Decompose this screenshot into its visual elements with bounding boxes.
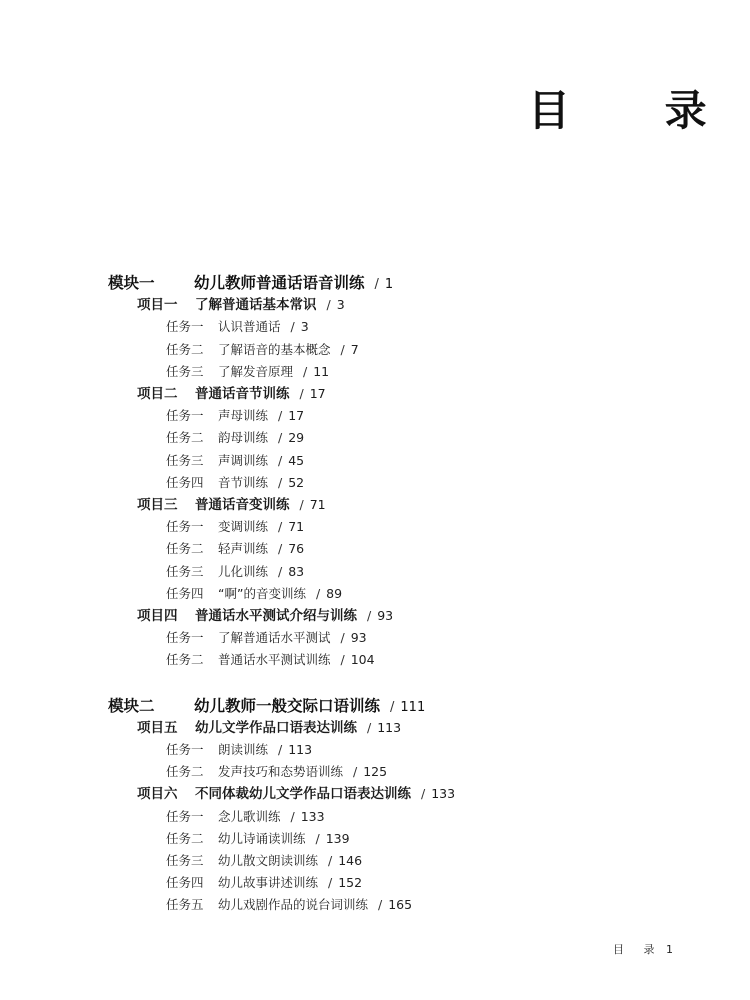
- toc-task-page: 104: [350, 652, 375, 668]
- toc-task[interactable]: [166, 744, 312, 757]
- footer-page-number: 1: [666, 943, 673, 956]
- toc-task-title: 了解普通话水平测试: [218, 630, 331, 646]
- toc-project-title: 了解普通话基本常识: [195, 297, 317, 314]
- toc-project-label: 项目二: [137, 386, 178, 402]
- toc-task-separator: /: [278, 430, 283, 446]
- toc-task-title: 了解发音原理: [218, 363, 294, 379]
- toc-task[interactable]: [166, 321, 309, 334]
- toc-task-label: 任务三: [166, 452, 204, 468]
- toc-task-label: 任务一: [166, 319, 204, 335]
- toc-task-title: 朗读训练: [218, 742, 269, 757]
- toc-task[interactable]: [166, 899, 412, 912]
- toc-task[interactable]: [166, 855, 362, 868]
- toc-project-separator: /: [367, 719, 372, 735]
- toc-task-separator: /: [278, 452, 283, 468]
- toc-task-title: 韵母训练: [218, 430, 269, 446]
- toc-task-page: 152: [338, 875, 363, 891]
- toc-task-page: 17: [288, 408, 305, 424]
- toc-task[interactable]: [166, 585, 343, 601]
- toc-project-label: 项目五: [137, 719, 178, 736]
- toc-task-title: 发声技巧和态势语训练: [218, 764, 344, 780]
- toc-task-title: 念儿歌训练: [218, 808, 281, 824]
- toc-task-label: 任务二: [166, 541, 204, 557]
- footer-title: 目 录: [613, 943, 663, 956]
- toc-task-label: 任务三: [166, 853, 204, 868]
- toc-task[interactable]: [166, 410, 304, 423]
- toc-module[interactable]: [108, 696, 426, 715]
- toc-task-label: 任务二: [166, 830, 204, 846]
- toc-project-label: 项目三: [137, 497, 178, 513]
- toc-project[interactable]: [137, 299, 345, 313]
- toc-project-separator: /: [299, 497, 304, 512]
- toc-task-label: 任务三: [166, 563, 204, 579]
- toc-task-title: 幼儿戏剧作品的说台词训练: [218, 897, 369, 913]
- toc-task-page: 7: [350, 341, 359, 357]
- toc-task-title: 普通话水平测试训练: [218, 652, 331, 668]
- toc-task-page: 52: [288, 474, 305, 490]
- toc-task-separator: /: [278, 519, 283, 535]
- toc-task-label: 任务一: [166, 408, 204, 424]
- toc-task-separator: /: [328, 853, 333, 868]
- toc-task[interactable]: [166, 474, 305, 490]
- toc-task-label: 任务一: [166, 630, 204, 646]
- toc-task-title: 音节训练: [218, 474, 269, 490]
- toc-task-page: 146: [338, 853, 363, 868]
- toc-module-label: 模块一: [108, 274, 155, 292]
- toc-task[interactable]: [166, 341, 359, 357]
- toc-task-separator: /: [278, 474, 283, 490]
- toc-task-label: 任务二: [166, 430, 204, 446]
- toc-task-title: 幼儿故事讲述训练: [218, 875, 319, 891]
- toc-task-separator: /: [353, 764, 358, 780]
- toc-task-separator: /: [378, 897, 383, 913]
- toc-task-separator: /: [315, 585, 321, 601]
- toc-task-separator: /: [315, 830, 320, 846]
- toc-task-separator: /: [340, 630, 345, 646]
- toc-task-page: 83: [288, 563, 305, 579]
- toc-task-separator: /: [340, 341, 345, 357]
- toc-task[interactable]: [166, 521, 304, 534]
- toc-project-title: 普通话水平测试介绍与训练: [195, 608, 357, 624]
- toc-task-page: 89: [326, 585, 343, 601]
- toc-module-title: 幼儿教师一般交际口语训练: [194, 696, 381, 715]
- toc-task-title: 幼儿散文朗读训练: [218, 853, 319, 868]
- toc-task-page: 93: [350, 630, 367, 646]
- toc-task[interactable]: [166, 877, 362, 890]
- toc-task-title: 轻声训练: [218, 541, 269, 557]
- toc-task-page: 125: [363, 764, 388, 780]
- toc-task-page: 45: [288, 452, 305, 468]
- toc-task[interactable]: [166, 543, 304, 556]
- toc-task[interactable]: [166, 808, 325, 824]
- toc-task-title: 声调训练: [218, 452, 269, 468]
- toc-module-label: 模块二: [108, 696, 155, 715]
- toc-project-title: 幼儿文学作品口语表达训练: [195, 719, 357, 736]
- toc-task-page: 139: [325, 830, 350, 846]
- toc-project[interactable]: [137, 388, 326, 402]
- toc-task[interactable]: [166, 563, 305, 579]
- toc-task[interactable]: [166, 654, 375, 667]
- toc-task-separator: /: [290, 319, 295, 335]
- toc-task-title: 儿化训练: [218, 563, 269, 579]
- toc-task-page: 165: [388, 897, 413, 913]
- toc-module-page: 1: [384, 277, 394, 292]
- toc-task-title: 变调训练: [218, 519, 269, 535]
- page-title: 目 录: [528, 86, 747, 135]
- toc-task[interactable]: [166, 766, 387, 779]
- toc-project-title: 普通话音节训练: [195, 386, 290, 402]
- toc-project-title: 不同体裁幼儿文学作品口语表达训练: [195, 786, 411, 803]
- toc-project-page: 17: [309, 386, 326, 401]
- toc-task-separator: /: [328, 875, 333, 891]
- toc-project-separator: /: [421, 786, 426, 802]
- toc-module-title: 幼儿教师普通话语音训练: [194, 274, 365, 292]
- toc-task[interactable]: [166, 632, 367, 645]
- toc-task-separator: /: [303, 363, 308, 379]
- toc-task[interactable]: [166, 830, 350, 846]
- toc-project-label: 项目四: [137, 608, 178, 624]
- toc-task-separator: /: [278, 563, 283, 579]
- toc-project-page: 93: [377, 608, 394, 623]
- toc-task-page: 29: [288, 430, 305, 446]
- toc-task-separator: /: [290, 808, 295, 824]
- toc-project-separator: /: [367, 608, 372, 623]
- toc-task-label: 任务一: [166, 742, 204, 757]
- toc-task-label: 任务二: [166, 341, 204, 357]
- toc-module-page: 111: [400, 699, 426, 715]
- toc-project-label: 项目一: [137, 297, 178, 314]
- toc-project-separator: /: [299, 386, 304, 401]
- toc-module-separator: /: [390, 699, 395, 715]
- toc-task-separator: /: [278, 541, 283, 557]
- toc-module-separator: /: [374, 277, 379, 292]
- toc-task-page: 113: [288, 742, 313, 757]
- toc-task-title: “啊”的音变训练: [218, 585, 306, 601]
- toc-task-page: 71: [288, 519, 305, 535]
- toc-module[interactable]: [108, 276, 393, 292]
- toc-task-title: 声母训练: [218, 408, 269, 424]
- toc-task[interactable]: [166, 363, 330, 379]
- toc-project-page: 133: [431, 786, 456, 802]
- toc-task-label: 任务四: [166, 474, 204, 490]
- toc-task-title: 认识普通话: [218, 319, 281, 335]
- toc-task-label: 任务一: [166, 808, 204, 824]
- toc-project-label: 项目六: [137, 786, 178, 803]
- toc-task-label: 任务四: [166, 585, 204, 601]
- toc-task-separator: /: [278, 408, 283, 424]
- toc-task-title: 幼儿诗诵读训练: [218, 830, 306, 846]
- page-footer: [613, 941, 673, 957]
- toc-project[interactable]: [137, 719, 402, 736]
- toc-task-page: 133: [300, 808, 325, 824]
- toc-task-label: 任务三: [166, 363, 204, 379]
- toc-task-label: 任务一: [166, 519, 204, 535]
- toc-project[interactable]: [137, 499, 326, 513]
- toc-task-separator: /: [340, 652, 345, 668]
- toc-project-page: 113: [377, 719, 402, 735]
- toc-task-label: 任务二: [166, 652, 204, 668]
- toc-project-page: 71: [309, 497, 326, 512]
- toc-task-label: 任务五: [166, 897, 204, 913]
- toc-project-separator: /: [326, 297, 331, 313]
- toc-task-label: 任务二: [166, 764, 204, 780]
- toc-project-title: 普通话音变训练: [195, 497, 290, 513]
- toc-task-label: 任务四: [166, 875, 204, 891]
- toc-project[interactable]: [137, 610, 393, 624]
- toc-task-page: 3: [300, 319, 309, 335]
- toc-project-page: 3: [336, 297, 345, 313]
- toc-task-page: 11: [313, 363, 330, 379]
- toc-task[interactable]: [166, 432, 304, 445]
- toc-task-separator: /: [278, 742, 283, 757]
- toc-task-page: 76: [288, 541, 305, 557]
- toc-task[interactable]: [166, 452, 305, 468]
- toc-project[interactable]: [137, 788, 455, 802]
- toc-task-title: 了解语音的基本概念: [218, 341, 331, 357]
